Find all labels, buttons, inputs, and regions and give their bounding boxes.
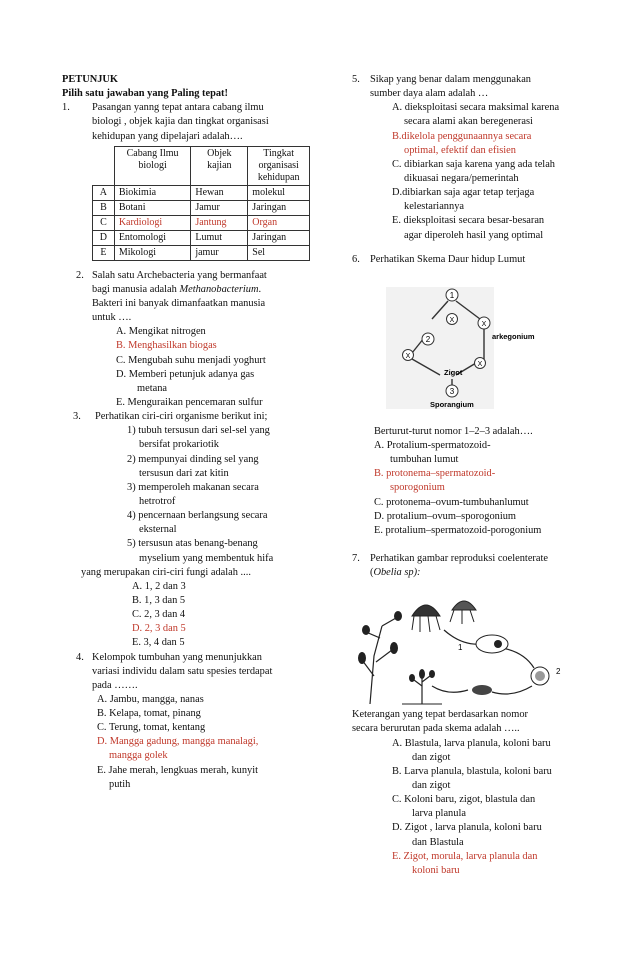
question-text: Bakteri ini banyak dimanfaatkan manusia [92,297,266,309]
moss-life-cycle-diagram [352,267,584,415]
trait-1-cont: bersifat prokariotik [139,439,219,451]
question-text: Kelompok tumbuhan yang menunjukkan [92,651,262,663]
question-text [352,566,584,580]
row-letter: B [93,200,115,215]
table-cell: Hewan [191,185,248,200]
question-number: 3. [73,411,81,423]
text-part: bagi manusia adalah [92,283,180,295]
option-d-cont: metana [137,382,167,394]
table-row [93,200,310,215]
question-text: Perhatikan gambar reproduksi coelenterate [370,552,549,564]
option-b-cont: optimal, efektif dan efisien [404,144,516,156]
option-b-cont: dan zigot [412,779,451,791]
option-a[interactable]: A. Blastula, larva planula, koloni baru [392,737,551,749]
trait-3-cont: hetrotrof [139,495,176,507]
question-text: biologi , objek kajia dan tingkat organisasi [92,116,269,128]
option-d[interactable]: D. 2, 3 dan 5 [132,623,186,635]
option-e[interactable]: E. protalium–spermatozoid-porogonium [374,524,542,536]
question-number: 7. [352,552,360,564]
table-row [93,230,310,245]
option-a[interactable]: A. Jambu, mangga, nanas [97,693,204,705]
option-d[interactable]: D. Memberi petunjuk adanya gas [116,368,255,380]
question-5 [352,73,584,243]
moss-cycle-svg [352,267,584,415]
row-letter: C [93,215,115,230]
stage-3-label: 3 [449,386,455,396]
x-mark: X [481,320,487,328]
option-b[interactable]: B.dikelola penggunaannya secara [392,130,532,142]
trait-2-cont: tersusun dari zat kitin [139,467,229,479]
species-name: Obelia sp): [373,567,421,579]
table-header: Tingkat organisasi kehidupan [248,146,310,185]
option-c[interactable]: C. Koloni baru, zigot, blastula dan [392,794,536,806]
trait-4-cont: eksternal [139,524,177,536]
option-e[interactable]: E. dieksploitasi secara besar-besaran [392,215,545,227]
option-e-cont: putih [109,778,131,790]
x-mark: X [477,360,483,368]
row-letter: E [93,245,115,260]
row-letter: A [93,185,115,200]
table-header-row [93,146,310,185]
option-b-cont: sporogonium [390,482,445,494]
arkegonium-label: arkegonium [492,331,535,341]
question-text: Sikap yang benar dalam menggunakan [370,74,532,85]
question-7 [352,552,584,878]
question-text: Pasangan yanng tepat antara cabang ilmu [92,102,264,114]
question-number: 4. [76,651,84,663]
obelia-reproduction-diagram [352,586,584,708]
species-name: Methanobacterium [179,283,259,295]
table-cell: jamur [191,245,248,260]
question-text: secara berurutan pada skema adalah ….. [352,723,520,735]
option-b[interactable]: B. protonema–spermatozoid- [374,468,496,480]
option-d-cont: dan Blastula [412,836,464,848]
option-b[interactable]: B. Larva planula, blastula, koloni baru [392,765,552,777]
question-text: Berturut-turut nomor 1–2–3 adalah…. [374,425,533,437]
question-number: 1. [62,102,70,114]
option-c[interactable]: C. Mengubah suhu menjadi yoghurt [116,354,266,366]
x-mark: X [405,352,411,360]
trait-3: 3) memperoleh makanan secara [127,481,259,493]
trait-1: 1) tubuh tersusun dari sel-sel yang [127,425,270,437]
option-c[interactable]: C. protonema–ovum-tumbuhanlumut [374,496,529,508]
table-cell: molekul [248,185,310,200]
option-b[interactable]: B. Kelapa, tomat, pinang [97,708,201,720]
question-2 [62,269,310,410]
option-b[interactable]: B. Menghasilkan biogas [116,340,217,352]
option-c[interactable]: C. Terung, tomat, kentang [97,722,206,734]
question-text: Perhatikan Skema Daur hidup Lumut [370,253,526,265]
option-a[interactable]: A. Mengikat nitrogen [116,326,206,338]
table-row [93,245,310,260]
option-c[interactable]: C. 2, 3 dan 4 [132,609,186,621]
instructions-subtitle: Pilih satu jawaban yang Paling tepat! [62,88,228,100]
table-cell: Mikologi [114,245,191,260]
option-d[interactable]: D.dibiarkan saja agar tetap terjaga [392,187,535,199]
answer-table [92,146,310,261]
table-cell: Botani [114,200,191,215]
stage-1-label: 1 [458,643,463,653]
table-header: Cabang Ilmu biologi [114,146,191,185]
text-part: ( [370,567,374,579]
question-text: untuk …. [92,312,132,324]
question-text: Salah satu Archebacteria yang bermanfaat [92,269,267,281]
table-cell: Jantung [191,215,248,230]
instructions-title: PETUNJUK [62,74,118,85]
option-a[interactable]: A. 1, 2 dan 3 [132,580,186,592]
table-row [93,185,310,200]
option-b[interactable]: B. 1, 3 dan 5 [132,594,186,606]
trait-5-cont: myselium yang membentuk hifa [139,552,274,564]
stage-2-label: 2 [425,334,431,344]
option-e-cont: agar diperoleh hasil yang optimal [404,229,544,241]
trait-2: 2) mempunyai dinding sel yang [127,453,259,465]
table-cell: Sel [248,245,310,260]
option-d-cont: mangga golek [109,750,168,762]
table-row [93,215,310,230]
option-e-cont: koloni baru [412,864,460,876]
table-header: Objek kajian [191,146,248,185]
option-a-cont: dan zigot [412,751,451,763]
table-cell: Biokimia [114,185,191,200]
right-column [352,73,584,878]
option-a-cont: tumbuhan lumut [390,454,459,466]
option-e[interactable]: E. Zigot, morula, larva planula dan [392,850,538,862]
table-cell: Organ [248,215,310,230]
x-mark: X [449,316,455,324]
question-3 [62,410,310,650]
zigot-label: Zigot [444,367,463,377]
option-e[interactable]: E. Menguraikan pencemaran sulfur [116,396,263,408]
question-text: sumber daya alam adalah … [370,88,489,100]
question-text: Perhatikan ciri-ciri organisme berikut ini; [95,411,268,423]
trait-5: 5) tersusun atas benang-benang [127,538,258,550]
option-a[interactable]: A. Protalium-spermatozoid- [374,439,491,451]
table-corner [93,146,115,185]
table-cell: Entomologi [114,230,191,245]
question-text: yang merupakan ciri-ciri fungi adalah .... [81,566,251,578]
stage-2-label: 2 [556,667,561,677]
question-number: 2. [76,269,84,281]
question-4 [62,651,310,792]
left-column [62,73,310,792]
question-number: 5. [352,74,360,85]
option-d[interactable]: D. Mangga gadung, mangga manalagi, [97,736,259,748]
table-cell: Jaringan [248,230,310,245]
option-e[interactable]: E. Jahe merah, lengkuas merah, kunyit [97,764,259,776]
option-d[interactable]: D. Zigot , larva planula, koloni baru [392,822,542,834]
question-text: kehidupan yang dipelajari adalah…. [92,130,243,142]
question-text [76,283,310,297]
row-letter: D [93,230,115,245]
table-cell: Jaringan [248,200,310,215]
option-a-cont: secara alami akan beregenerasi [404,116,533,128]
option-c[interactable]: C. dibiarkan saja karena yang ada telah [392,158,556,170]
question-6 [352,253,584,538]
table-cell: Kardiologi [114,215,191,230]
option-a[interactable]: A. dieksploitasi secara maksimal karena [392,102,560,114]
option-c-cont: dikuasai negara/pemerintah [404,172,519,184]
stage-1-label: 1 [449,290,455,300]
text-part: . [258,283,262,295]
option-e[interactable]: E. 3, 4 dan 5 [132,637,185,649]
table-cell: Jamur [191,200,248,215]
table-cell: Lumut [191,230,248,245]
question-number: 6. [352,253,360,265]
trait-4: 4) pencernaan berlangsung secara [127,510,268,522]
option-d[interactable]: D. protalium–ovum–sporogonium [374,510,516,522]
question-text: Keterangan yang tepat berdasarkan nomor [352,709,528,721]
option-d-cont: kelestariannya [404,201,465,213]
sporangium-label: Sporangium [430,399,474,409]
option-c-cont: larva planula [412,808,466,820]
question-text: variasi individu dalam satu spesies terdapat [92,665,273,677]
question-text: pada ……. [92,679,138,691]
obelia-svg [352,586,584,708]
question-1 [62,101,310,260]
